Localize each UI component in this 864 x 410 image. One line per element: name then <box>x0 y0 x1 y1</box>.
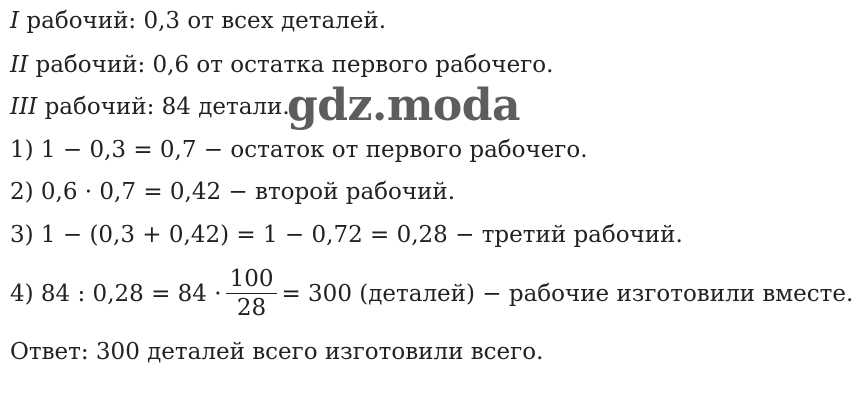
given-text: рабочий: 0,6 от остатка первого рабочего. <box>28 52 554 78</box>
watermark-logo: gdz.moda <box>287 80 521 131</box>
roman-numeral: III <box>10 94 38 120</box>
given-worker-1 <box>10 6 386 36</box>
given-text: рабочий: 0,3 от всех деталей. <box>19 8 387 34</box>
roman-numeral: I <box>10 8 20 34</box>
fraction <box>226 265 278 322</box>
given-text: рабочий: 84 детали. <box>37 94 290 120</box>
step-4-result: = 300 (деталей) − рабочие изготовили вместе. <box>281 281 854 307</box>
solution-step-3: 3) 1 − (0,3 + 0,42) = 1 − 0,72 = 0,28 − третий рабочий. <box>10 222 683 248</box>
fraction-numerator: 100 <box>226 265 278 294</box>
given-worker-2 <box>10 50 553 80</box>
given-worker-3 <box>10 92 290 122</box>
solution-step-1: 1) 1 − 0,3 = 0,7 − остаток от первого рабочего. <box>10 137 588 163</box>
solution-step-2: 2) 0,6 · 0,7 = 0,42 − второй рабочий. <box>10 179 456 205</box>
roman-numeral: II <box>10 52 29 78</box>
solution-step-4 <box>10 264 853 324</box>
fraction-denominator: 28 <box>236 294 267 321</box>
answer-line: Ответ: 300 деталей всего изготовили всего. <box>10 339 544 365</box>
solution-document <box>10 0 860 410</box>
step-4-expression: 4) 84 : 0,28 = 84 · <box>10 281 222 307</box>
